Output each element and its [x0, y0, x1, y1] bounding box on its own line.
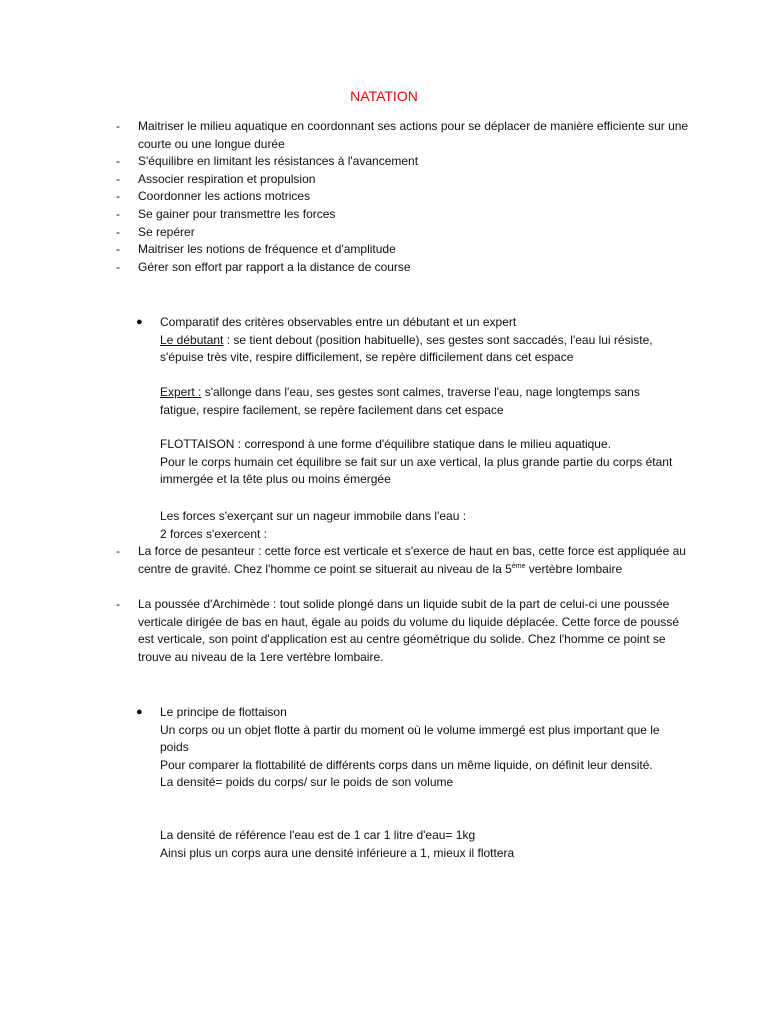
list-item — [116, 188, 696, 206]
dash-marker: - — [116, 119, 120, 133]
objective-text: S'équilibre en limitant les résistances à l'avancement — [138, 154, 419, 169]
densite-line: La densité de référence l'eau est de 1 car 1 litre d'eau= 1kg — [160, 828, 476, 842]
dash-marker: - — [116, 259, 120, 274]
principe-block — [160, 704, 680, 792]
dash-marker: - — [116, 189, 120, 204]
expert-paragraph — [160, 384, 680, 419]
list-item — [116, 259, 696, 277]
list-item — [116, 241, 696, 259]
dash-marker: - — [116, 171, 120, 186]
debutant-paragraph — [160, 332, 680, 367]
densite-block — [160, 827, 680, 862]
objective-text: Coordonner les actions motrices — [138, 189, 311, 204]
expert-label: Expert : — [160, 385, 202, 399]
force-pesanteur — [116, 543, 698, 578]
objective-text: Associer respiration et propulsion — [138, 171, 316, 186]
debutant-text: : se tient debout (position habituelle), ses gestes sont saccadés, l'eau lui résiste, s'épuise très vite, respire difficilement, se repère difficilement dans cet espace — [160, 332, 653, 365]
objectives-list — [116, 118, 696, 276]
force-archimede — [116, 596, 698, 666]
bullet-icon: ● — [136, 316, 143, 328]
list-item — [116, 118, 696, 153]
debutant-label: Le débutant — [160, 332, 224, 347]
list-item — [116, 171, 696, 189]
force-text: La poussée d'Archimède : tout solide plongé dans un liquide subit de la part de celui-ci une poussée verticale dirigée de bas en haut, égale au poids du volume du liquide déplacée. Cette force de poussé est verticale, son point d'application est au centre géométrique du solide. Chez l'homme ce point se trouve au niveau de la 1ere vertèbre lombaire. — [138, 597, 680, 664]
bullet-icon: ● — [136, 706, 143, 718]
objective-text: Gérer son effort par rapport a la distance de course — [138, 259, 411, 274]
principe-line: La densité= poids du corps/ sur le poids de son volume — [160, 775, 454, 790]
densite-line: Ainsi plus un corps aura une densité inférieure a 1, mieux il flottera — [160, 845, 515, 860]
flottaison-line: Pour le corps humain cet équilibre se fait sur un axe vertical, la plus grande partie du corps étant immergée et la tête plus ou moins émergée — [160, 454, 673, 487]
principe-line: Pour comparer la flottabilité de différents corps dans un même liquide, on définit leur densité. — [160, 757, 653, 772]
force-text-tail: vertèbre lombaire — [525, 561, 623, 576]
list-item — [116, 224, 696, 242]
objective-text: Se repérer — [138, 224, 195, 239]
forces-intro — [160, 508, 680, 543]
list-item — [116, 153, 696, 171]
force-text: La force de pesanteur : cette force est verticale et s'exerce de haut en bas, cette force est appliquée au centre de gravité. Chez l'homme ce point se situerait au niveau de la 5 — [138, 544, 686, 576]
objective-text: Maitriser le milieu aquatique en coordonnant ses actions pour se déplacer de manière efficiente sur une courte ou une longue durée — [138, 119, 689, 151]
forces-line: Les forces s'exerçant sur un nageur immobile dans l'eau : — [160, 509, 467, 523]
page-title: NATATION — [350, 88, 418, 104]
dash-marker: - — [116, 544, 120, 558]
list-item — [116, 206, 696, 224]
section-heading: Le principe de flottaison — [160, 705, 287, 719]
expert-text: s'allonge dans l'eau, ses gestes sont calmes, traverse l'eau, nage longtemps sans fatigue, respire facilement, se repère facilement dans cet espace — [160, 385, 640, 417]
comparatif-block — [160, 314, 680, 367]
objective-text: Se gainer pour transmettre les forces — [138, 206, 336, 221]
section-heading: Comparatif des critères observables entre un débutant et un expert — [160, 315, 517, 329]
dash-marker: - — [116, 242, 120, 257]
dash-marker: - — [116, 154, 120, 169]
superscript: ème — [511, 562, 526, 570]
flottaison-line: FLOTTAISON : correspond à une forme d'équilibre statique dans le milieu aquatique. — [160, 437, 611, 451]
dash-marker: - — [116, 206, 120, 221]
dash-marker: - — [116, 597, 120, 611]
principe-line: Un corps ou un objet flotte à partir du moment où le volume immergé est plus important que le poids — [160, 722, 660, 755]
objective-text: Maitriser les notions de fréquence et d'amplitude — [138, 242, 396, 257]
flottaison-paragraph — [160, 436, 680, 489]
forces-line: 2 forces s'exercent : — [160, 526, 268, 541]
dash-marker: - — [116, 224, 120, 239]
